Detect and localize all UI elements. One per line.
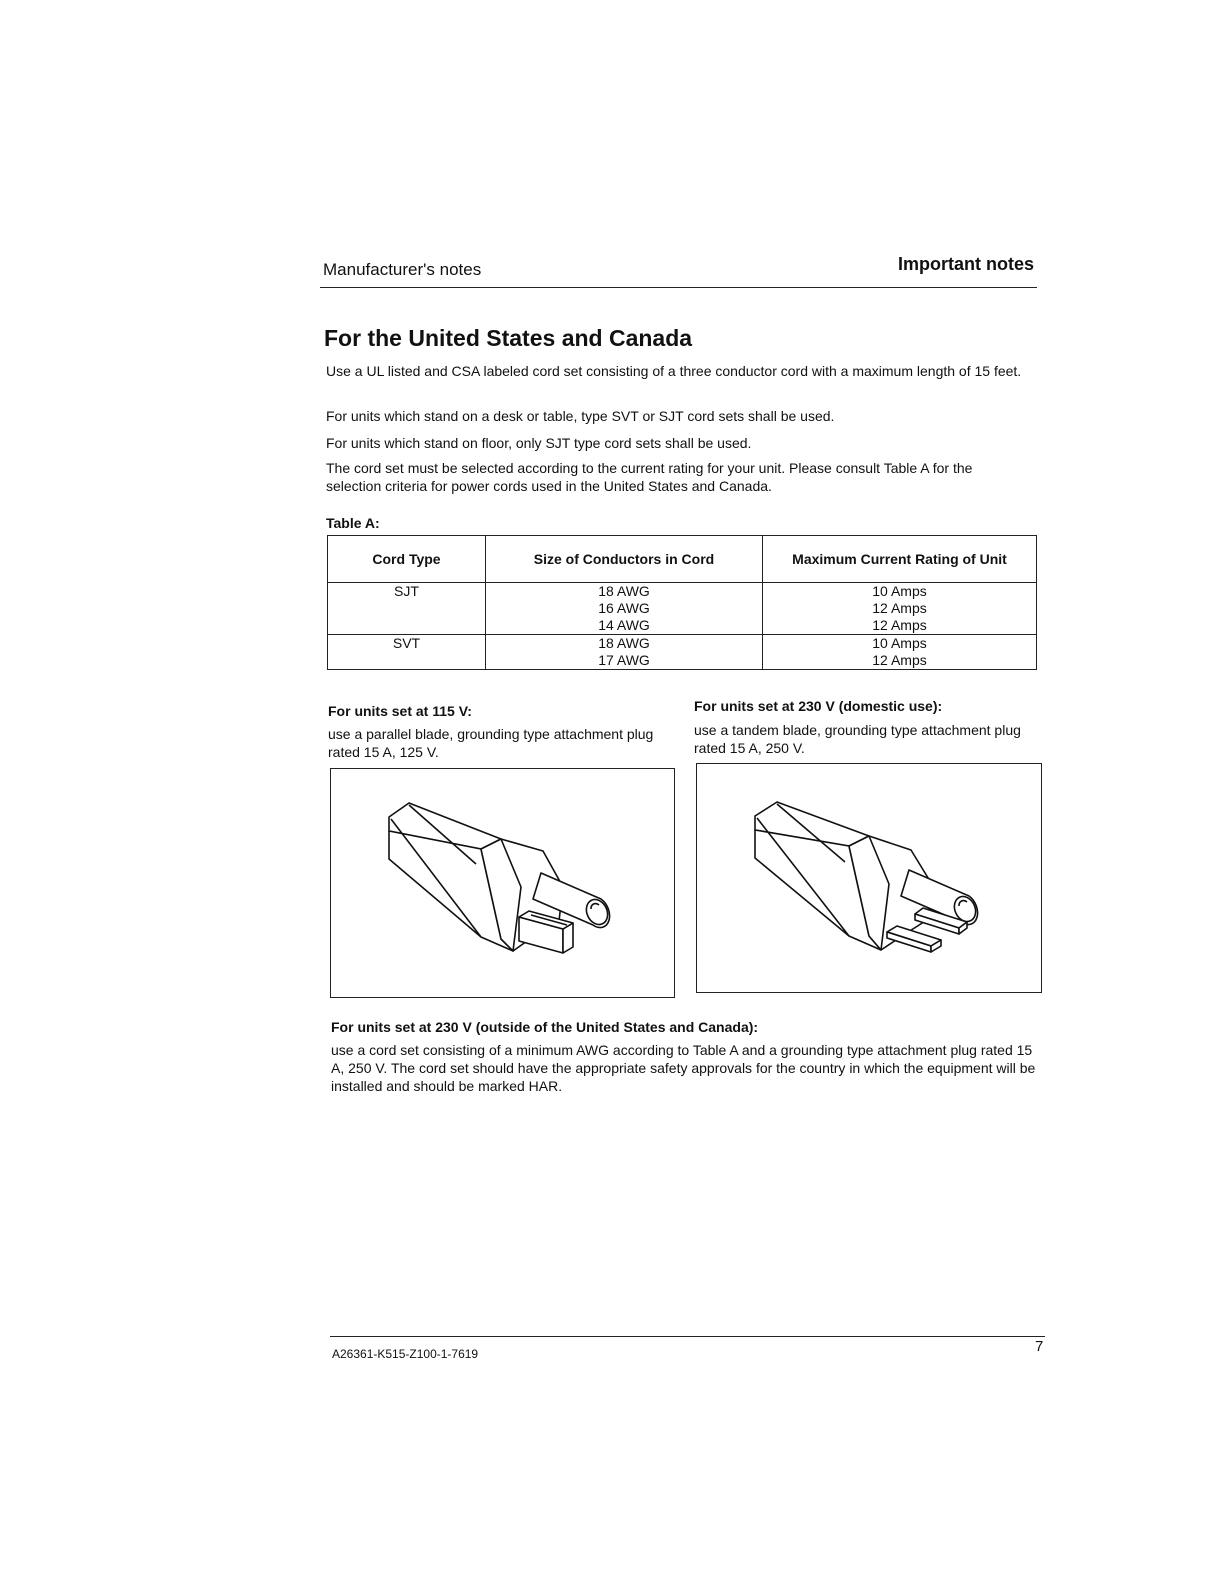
cell-ratings [763,583,1037,635]
rating-value: 12 Amps [872,617,927,633]
footer-rule [330,1336,1045,1337]
text-115v: use a parallel blade, grounding type attachment plug rated 15 A, 125 V. [328,726,654,760]
size-value: 18 AWG [598,635,650,651]
size-value: 14 AWG [598,617,650,633]
rating-value: 12 Amps [872,652,927,668]
table-row [328,583,1037,635]
table-caption: Table A: [326,515,380,531]
paragraph-2: For units which stand on a desk or table, type SVT or SJT cord sets shall be used. [326,408,835,424]
paragraph-3: For units which stand on floor, only SJT type cord sets shall be used. [326,435,752,451]
size-value: 18 AWG [598,583,650,599]
header-rule [320,287,1037,288]
table-row [328,635,1037,670]
paragraph-4: The cord set must be selected according to the current rating for your unit. Please consult Table A for the selection criteria for power cords used in the United States and Canada. [326,460,973,494]
header-right: Important notes [897,254,1034,274]
cell-sizes [486,583,763,635]
document-number: A26361-K515-Z100-1-7619 [332,1347,479,1361]
header-left: Manufacturer's notes [323,260,482,279]
text-230v-domestic: use a tandem blade, grounding type attachment plug rated 15 A, 250 V. [694,722,1021,756]
size-value: 17 AWG [598,652,650,668]
paragraph-1: Use a UL listed and CSA labeled cord set consisting of a three conductor cord with a maximum length of 15 feet. [326,363,1022,379]
cord-table [327,535,1037,670]
heading-230v-outside: For units set at 230 V (outside of the United States and Canada): [331,1019,759,1035]
rating-value: 12 Amps [872,600,927,616]
text-230v-outside: use a cord set consisting of a minimum AWG according to Table A and a grounding type attachment plug rated 15 A, 250 V. The cord set should have the appropriate safety approvals for the country in which the equipment will be installed and should be marked HAR. [331,1042,1036,1094]
heading-230v-domestic: For units set at 230 V (domestic use): [694,698,943,714]
table-header-cord-type: Cord Type [328,536,486,583]
parallel-blade-plug-icon [331,769,674,997]
rating-value: 10 Amps [872,635,927,651]
tandem-blade-plug-icon [697,764,1041,992]
table-header-size: Size of Conductors in Cord [486,536,763,583]
cell-ratings [763,635,1037,670]
cell-cord-type: SJT [328,583,486,635]
page-number: 7 [1035,1338,1044,1355]
page-title: For the United States and Canada [324,325,693,351]
cell-cord-type: SVT [328,635,486,670]
rating-value: 10 Amps [872,583,927,599]
figure-tandem-blade-plug [696,763,1042,993]
table-header-rating: Maximum Current Rating of Unit [763,536,1037,583]
cell-sizes [486,635,763,670]
size-value: 16 AWG [598,600,650,616]
figure-parallel-blade-plug [330,768,675,998]
heading-115v: For units set at 115 V: [328,703,472,719]
